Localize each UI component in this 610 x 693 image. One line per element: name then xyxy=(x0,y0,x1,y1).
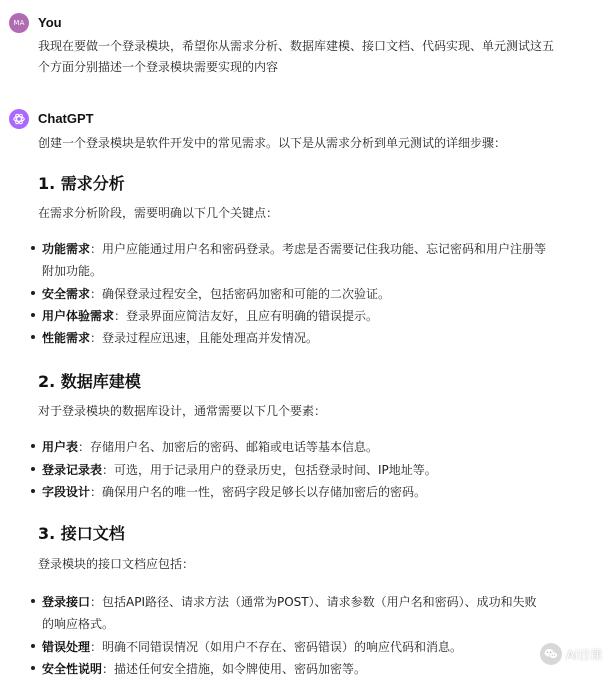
item-text: ：存储用户名、加密后的密码、邮箱或电话等基本信息。 xyxy=(78,440,379,454)
bullet-dot xyxy=(31,666,35,670)
bullet-dot xyxy=(31,313,35,317)
section-heading: 2. 数据库建模 xyxy=(38,372,141,391)
item-text: ：确保用户名的唯一性，密码字段足够长以存储加密后的密码。 xyxy=(90,485,427,499)
item-text: ：包括API路径、请求方法（通常为POST）、请求参数（用户名和密码）、成功和失败 xyxy=(90,595,537,609)
assistant-name: ChatGPT xyxy=(38,111,94,126)
assistant-intro: 创建一个登录模块是软件开发中的常见需求。以下是从需求分析到单元测试的详细步骤： xyxy=(38,136,507,150)
list-item-continuation: 的响应格式。 xyxy=(42,617,115,631)
item-term: 登录接口 xyxy=(42,595,91,609)
item-term: 登录记录表 xyxy=(42,463,103,477)
item-term: 错误处理 xyxy=(42,640,91,654)
bullet-dot xyxy=(31,335,35,339)
item-term: 用户体验需求 xyxy=(42,309,115,323)
bullet-dot xyxy=(31,599,35,603)
list-item xyxy=(42,461,437,478)
bullet-dot xyxy=(31,291,35,295)
item-term: 用户表 xyxy=(42,440,79,454)
item-term: 功能需求 xyxy=(42,242,91,256)
user-avatar: MA xyxy=(9,13,29,33)
item-term: 字段设计 xyxy=(42,485,91,499)
section-lead: 在需求分析阶段，需要明确以下几个关键点： xyxy=(38,206,279,220)
list-item xyxy=(42,329,318,346)
bullet-dot xyxy=(31,444,35,448)
item-text: ：可选，用于记录用户的登录历史，包括登录时间、IP地址等。 xyxy=(102,463,437,477)
bullet-dot xyxy=(31,644,35,648)
user-name: You xyxy=(38,15,62,30)
list-item xyxy=(42,307,378,324)
bullet-dot xyxy=(31,489,35,493)
user-message-line-2: 个方面分别描述一个登录模块需要实现的内容 xyxy=(38,60,279,74)
item-text: ：登录界面应简洁友好，且应有明确的错误提示。 xyxy=(114,309,379,323)
item-text: ：明确不同错误情况（如用户不存在、密码错误）的响应代码和消息。 xyxy=(90,640,463,654)
bullet-dot xyxy=(31,246,35,250)
bullet-dot xyxy=(31,467,35,471)
list-item xyxy=(42,240,546,257)
list-item xyxy=(42,593,537,610)
section-heading: 3. 接口文档 xyxy=(38,524,125,543)
item-term: 性能需求 xyxy=(42,331,91,345)
list-item xyxy=(42,483,426,500)
list-item-continuation: 附加功能。 xyxy=(42,264,103,278)
list-item xyxy=(42,285,390,302)
item-text: ：用户应能通过用户名和密码登录。考虑是否需要记住我功能、忘记密码和用户注册等 xyxy=(90,242,547,256)
watermark xyxy=(540,643,602,665)
item-term: 安全性说明 xyxy=(42,662,103,676)
watermark-label: AI日课 xyxy=(566,647,602,662)
section-lead: 登录模块的接口文档应包括： xyxy=(38,557,195,571)
item-text: ：登录过程应迅速，且能处理高并发情况。 xyxy=(90,331,319,345)
item-term: 安全需求 xyxy=(42,287,91,301)
user-message-line-1: 我现在要做一个登录模块，希望你从需求分析、数据库建模、接口文档、代码实现、单元测试这五 xyxy=(38,39,555,53)
wechat-icon xyxy=(540,643,562,665)
section-heading: 1. 需求分析 xyxy=(38,174,125,193)
list-item xyxy=(42,438,378,455)
section-lead: 对于登录模块的数据库设计，通常需要以下几个要素： xyxy=(38,404,327,418)
item-text: ：确保登录过程安全，包括密码加密和可能的二次验证。 xyxy=(90,287,391,301)
list-item xyxy=(42,660,366,677)
item-text: ：描述任何安全措施，如令牌使用、密码加密等。 xyxy=(102,662,367,676)
chatgpt-logo-icon xyxy=(9,109,29,129)
list-item xyxy=(42,638,462,655)
